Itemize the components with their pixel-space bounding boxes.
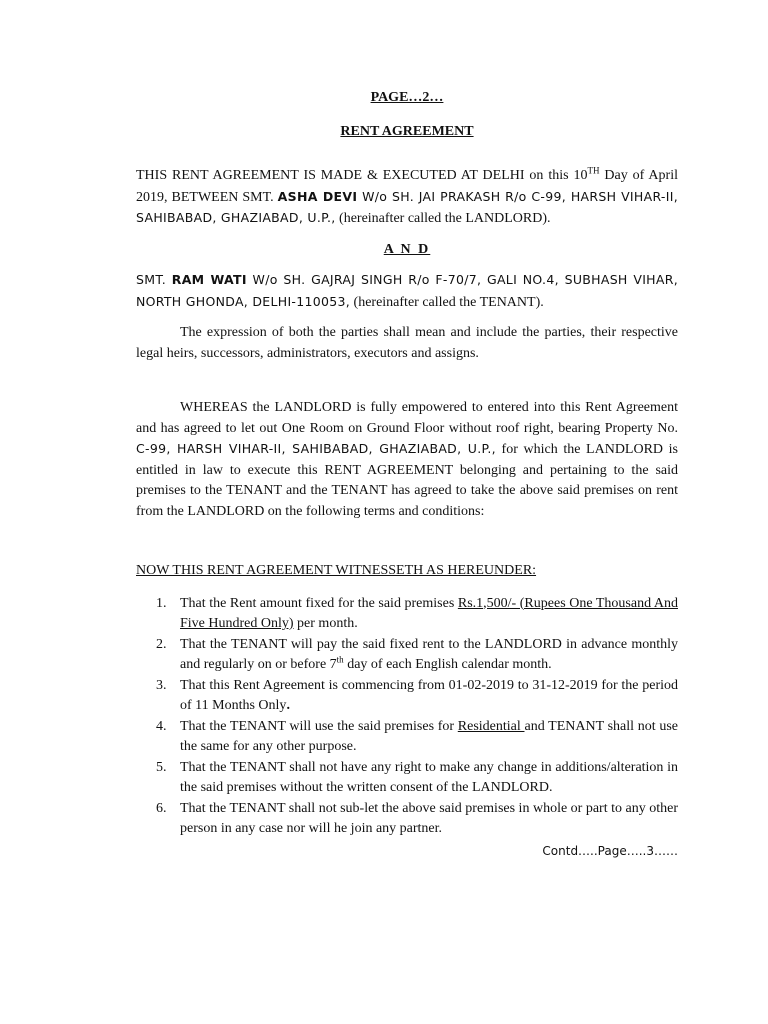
clause-number: 5. xyxy=(156,759,167,775)
clause-2 xyxy=(136,635,678,676)
intro-paragraph xyxy=(136,166,678,230)
clause-text: per month. xyxy=(293,616,358,631)
clause-number: 4. xyxy=(156,718,167,734)
clause-text: That the TENANT will use the said premises for xyxy=(180,718,458,734)
tenant-text-1: SMT. xyxy=(136,272,172,287)
intro-text-2: Day of April 2019, BETWEEN SMT. xyxy=(136,168,678,205)
whereas-text-1: WHEREAS the LANDLORD is fully empowered to entered into this Rent Agreement and has agreed to let out One Room on Ground Floor without roof right, bearing Property No. xyxy=(136,400,678,436)
clause-text: That the TENANT will pay the said fixed rent to the LANDLORD in advance monthly and regularly on or before 7 xyxy=(180,636,678,672)
clause-5 xyxy=(136,758,678,799)
rent-amount: Rs.1,500/- (Rupees One Thousand And Five Hundred Only) xyxy=(180,595,678,631)
clause-list xyxy=(136,594,678,840)
clause-text: and TENANT shall not use the same for any other purpose. xyxy=(180,718,678,754)
intro-text-4: (hereinafter called the LANDLORD). xyxy=(335,211,551,226)
clause-number: 2. xyxy=(156,636,167,652)
clause-4 xyxy=(136,717,678,758)
clause-dot: . xyxy=(286,698,290,713)
clause-3 xyxy=(136,676,678,717)
clause-6 xyxy=(136,799,678,840)
usage-type: Residential xyxy=(457,718,525,734)
whereas-text-2: for which the LANDLORD is entitled in law to execute this RENT AGREEMENT belonging and pertaining to the said premises to the TENANT and the TENANT has agreed to take the above said premises on rent from the LANDLORD on the following terms and conditions: xyxy=(136,442,678,519)
page-label: PAGE…2… xyxy=(370,90,444,105)
landlord-address: W/o SH. JAI PRAKASH R/o C-99, HARSH VIHAR-II, SAHIBABAD, GHAZIABAD, U.P., xyxy=(136,188,678,225)
landlord-name: ASHA DEVI xyxy=(277,188,358,204)
clause-sup: th xyxy=(336,654,344,665)
tenant-address: W/o SH. GAJRAJ SINGH R/o F-70/7, GALI NO.4, SUBHASH VIHAR, NORTH GHONDA, DELHI-110053, xyxy=(136,272,678,309)
clause-1 xyxy=(136,594,678,635)
witnesseth-heading: NOW THIS RENT AGREEMENT WITNESSETH AS HEREUNDER: xyxy=(136,563,537,578)
clause-text: That the TENANT shall not have any right to make any change in additions/alteration in the said premises without the written consent of the LANDLORD. xyxy=(180,759,678,795)
clause-text: That this Rent Agreement is commencing from 01-02-2019 to 31-12-2019 for the period of 11 Months Only xyxy=(180,677,678,713)
tenant-text-3: (hereinafter called the TENANT). xyxy=(350,294,544,310)
clause-text: That the TENANT shall not sub-let the above said premises in whole or part to any other person in any case nor will he join any partner. xyxy=(180,800,678,836)
clause-number: 3. xyxy=(156,677,167,693)
whereas-paragraph xyxy=(136,398,678,522)
document-title: RENT AGREEMENT xyxy=(340,123,474,139)
clause-number: 6. xyxy=(156,800,167,816)
clause-number: 1. xyxy=(156,595,167,611)
continued-note: Contd…..Page…..3…… xyxy=(542,843,678,858)
tenant-name: RAM WATI xyxy=(171,272,247,287)
clause-text: That the Rent amount fixed for the said premises xyxy=(180,595,458,611)
clause-text: day of each English calendar month. xyxy=(343,657,552,672)
tenant-paragraph xyxy=(136,270,678,313)
expression-paragraph: The expression of both the parties shall mean and include the parties, their respective legal heirs, successors, administrators, executors and assigns. xyxy=(136,325,678,361)
document-page xyxy=(136,88,678,861)
property-address: C-99, HARSH VIHAR-II, SAHIBABAD, GHAZIABAD, U.P., xyxy=(136,441,496,456)
and-label: A N D xyxy=(383,241,431,257)
intro-text-1: THIS RENT AGREEMENT IS MADE & EXECUTED AT DELHI on this 10 xyxy=(136,168,588,183)
intro-sup: TH xyxy=(587,165,600,176)
